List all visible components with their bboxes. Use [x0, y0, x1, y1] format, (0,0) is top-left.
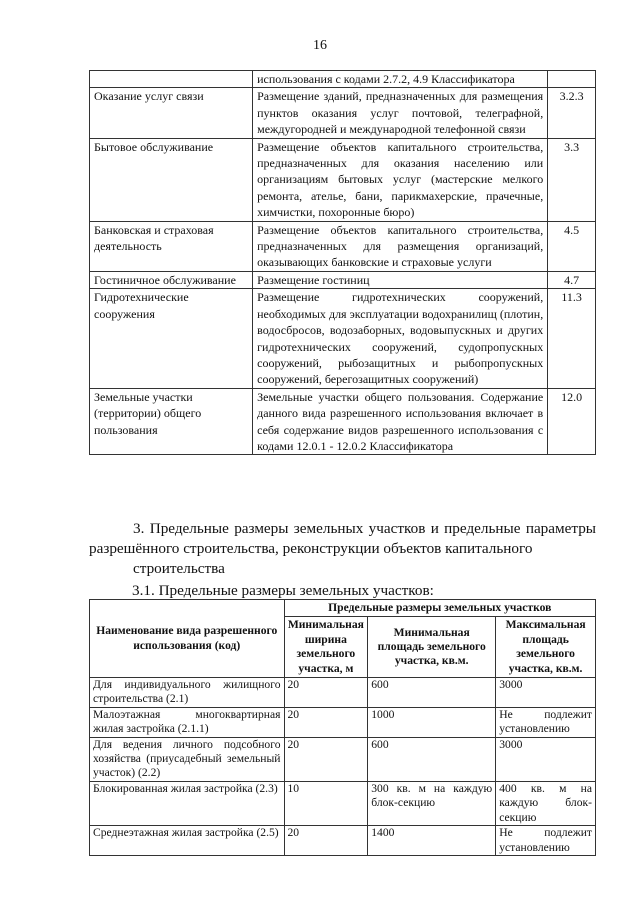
use-code-cell: 4.7 [548, 271, 596, 288]
use-name-cell: Среднеэтажная жилая застройка (2.5) [90, 826, 285, 856]
table-row [90, 737, 596, 781]
use-name-cell: Для ведения личного подсобного хозяйства (приусадебный земельный участок) (2.2) [90, 737, 285, 781]
max-area-cell: 400 кв. м на каждую блок-секцию [496, 781, 596, 825]
table-row [90, 781, 596, 825]
table-row [90, 138, 596, 221]
max-area-cell: 3000 [496, 737, 596, 781]
use-description-cell: Размещение гидротехнических сооружений, необходимых для эксплуатации водохранилищ (плотин, водосбросов, водозаборных, водовыпускных и других гидротехнических сооружений, судопропускных сооружений, рыбозащитных и рыбопропускных сооружений, берегозащитных сооружений) [253, 289, 548, 388]
max-area-cell: 3000 [496, 678, 596, 708]
use-code-cell: 3.2.3 [548, 88, 596, 138]
table-row [90, 826, 596, 856]
min-area-cell: 1000 [368, 707, 496, 737]
min-width-cell: 20 [284, 707, 368, 737]
header-use-name: Наименование вида разрешенного использования (код) [90, 600, 285, 678]
table-row [90, 221, 596, 271]
use-code-cell [548, 71, 596, 88]
use-name-cell: Малоэтажная многоквартирная жилая застройка (2.1.1) [90, 707, 285, 737]
use-name-cell [90, 71, 253, 88]
section-3-1-heading: 3.1. Предельные размеры земельных участков: [132, 582, 434, 599]
min-area-cell: 300 кв. м на каждую блок-секцию [368, 781, 496, 825]
min-width-cell: 20 [284, 826, 368, 856]
page-number: 16 [313, 38, 327, 53]
table-row [90, 88, 596, 138]
header-min-area: Минимальная площадь земельного участка, кв.м. [368, 617, 496, 678]
use-name-cell: Для индивидуального жилищного строительства (2.1) [90, 678, 285, 708]
table-row [90, 678, 596, 708]
header-min-width: Минимальная ширина земельного участка, м [284, 617, 368, 678]
min-width-cell: 20 [284, 737, 368, 781]
section-3-text: 3. Предельные размеры земельных участков и предельные параметры разрешённого строительства, реконструкции объектов капитального [89, 520, 596, 557]
table-row [90, 388, 596, 455]
header-max-area: Максимальная площадь земельного участка, кв.м. [496, 617, 596, 678]
land-use-table [89, 70, 596, 455]
min-area-cell: 1400 [368, 826, 496, 856]
use-name-cell: Банковская и страховая деятельность [90, 221, 253, 271]
use-description-cell: Размещение объектов капитального строительства, предназначенных для размещения организаций, оказывающих банковские и страховые услуги [253, 221, 548, 271]
use-description-cell: Размещение гостиниц [253, 271, 548, 288]
use-code-cell: 12.0 [548, 388, 596, 455]
header-group-limits: Предельные размеры земельных участков [284, 600, 596, 617]
use-name-cell: Земельные участки (территории) общего пользования [90, 388, 253, 455]
table-row [90, 289, 596, 388]
table-row [90, 707, 596, 737]
min-area-cell: 600 [368, 678, 496, 708]
section-3-text-end: строительства [133, 560, 225, 577]
table-row [90, 271, 596, 288]
section-3-paragraph [89, 519, 596, 579]
use-description-cell: Размещение зданий, предназначенных для размещения пунктов оказания услуг почтовой, телеграфной, междугородней и международной телефонной связи [253, 88, 548, 138]
use-name-cell: Гостиничное обслуживание [90, 271, 253, 288]
use-name-cell: Оказание услуг связи [90, 88, 253, 138]
use-code-cell: 3.3 [548, 138, 596, 221]
use-description-cell: Земельные участки общего пользования. Содержание данного вида разрешенного использования включает в себя содержание видов разрешенного использования с кодами 12.0.1 - 12.0.2 Классификатора [253, 388, 548, 455]
min-area-cell: 600 [368, 737, 496, 781]
max-area-cell: Не подлежит установлению [496, 826, 596, 856]
plot-sizes-table [89, 599, 596, 856]
table-row [90, 71, 596, 88]
use-name-cell: Бытовое обслуживание [90, 138, 253, 221]
min-width-cell: 10 [284, 781, 368, 825]
min-width-cell: 20 [284, 678, 368, 708]
use-code-cell: 11.3 [548, 289, 596, 388]
use-name-cell: Блокированная жилая застройка (2.3) [90, 781, 285, 825]
use-description-cell: использования с кодами 2.7.2, 4.9 Классификатора [253, 71, 548, 88]
use-code-cell: 4.5 [548, 221, 596, 271]
table-header-row [90, 600, 596, 617]
use-name-cell: Гидротехнические сооружения [90, 289, 253, 388]
max-area-cell: Не подлежит установлению [496, 707, 596, 737]
use-description-cell: Размещение объектов капитального строительства, предназначенных для оказания населению или организациям бытовых услуг (мастерские мелкого ремонта, ателье, бани, парикмахерские, прачечные, химчистки, похоронные бюро) [253, 138, 548, 221]
